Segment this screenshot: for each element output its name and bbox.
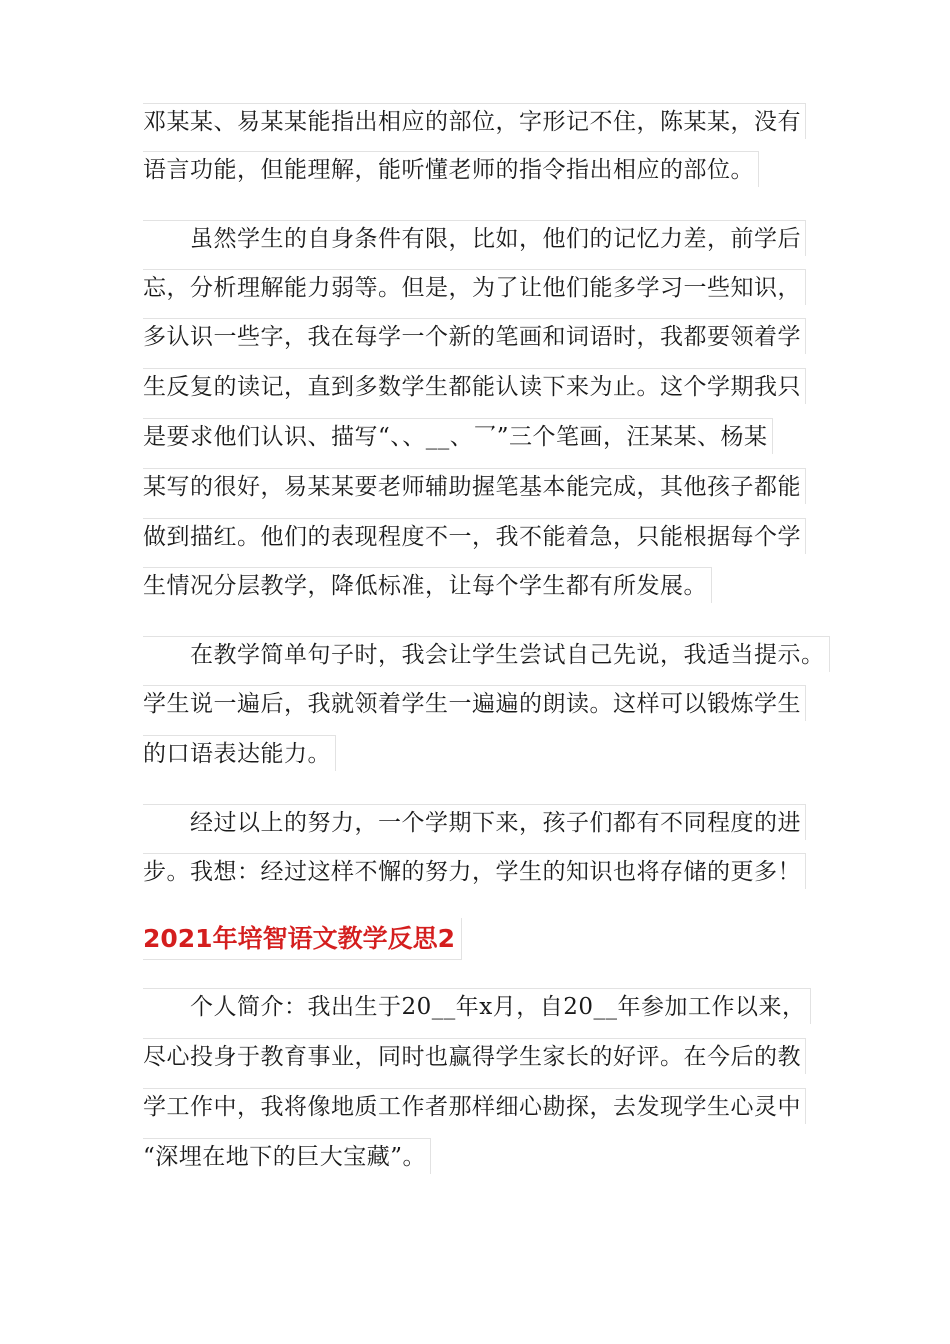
paragraph-line: 步。我想：经过这样不懈的努力，学生的知识也将存储的更多！ bbox=[143, 853, 806, 889]
paragraph-line: 尽心投身于教育事业，同时也赢得学生家长的好评。在今后的教 bbox=[143, 1038, 806, 1074]
paragraph-line: 生反复的读记，直到多数学生都能认读下来为止。这个学期我只 bbox=[143, 368, 806, 404]
paragraph-line: “深埋在地下的巨大宝藏”。 bbox=[143, 1138, 431, 1174]
paragraph-line: 多认识一些字，我在每学一个新的笔画和词语时，我都要领着学 bbox=[143, 318, 806, 354]
paragraph-line: 语言功能，但能理解，能听懂老师的指令指出相应的部位。 bbox=[143, 151, 759, 187]
paragraph-line: 虽然学生的自身条件有限，比如，他们的记忆力差，前学后 bbox=[143, 220, 806, 256]
paragraph-line: 个人简介：我出生于20__年x月，自20__年参加工作以来， bbox=[143, 988, 811, 1024]
paragraph-line: 的口语表达能力。 bbox=[143, 735, 336, 771]
paragraph-line: 是要求他们认识、描写“、、__、乛”三个笔画，汪某某、杨某 bbox=[143, 418, 773, 454]
paragraph-line: 邓某某、易某某能指出相应的部位，字形记不住，陈某某，没有 bbox=[143, 103, 806, 139]
paragraph-line: 学生说一遍后，我就领着学生一遍遍的朗读。这样可以锻炼学生 bbox=[143, 685, 806, 721]
paragraph-line: 学工作中，我将像地质工作者那样细心勘探，去发现学生心灵中 bbox=[143, 1088, 806, 1124]
paragraph-line: 忘，分析理解能力弱等。但是，为了让他们能多学习一些知识， bbox=[143, 269, 806, 305]
section-heading: 2021年培智语文教学反思2 bbox=[143, 918, 462, 960]
paragraph-line: 某写的很好，易某某要老师辅助握笔基本能完成，其他孩子都能 bbox=[143, 468, 806, 504]
paragraph-line: 做到描红。他们的表现程度不一，我不能着急，只能根据每个学 bbox=[143, 518, 806, 554]
paragraph-line: 生情况分层教学，降低标准，让每个学生都有所发展。 bbox=[143, 567, 712, 603]
paragraph-line: 在教学简单句子时，我会让学生尝试自己先说，我适当提示。 bbox=[143, 636, 830, 672]
paragraph-line: 经过以上的努力，一个学期下来，孩子们都有不同程度的进 bbox=[143, 804, 806, 840]
